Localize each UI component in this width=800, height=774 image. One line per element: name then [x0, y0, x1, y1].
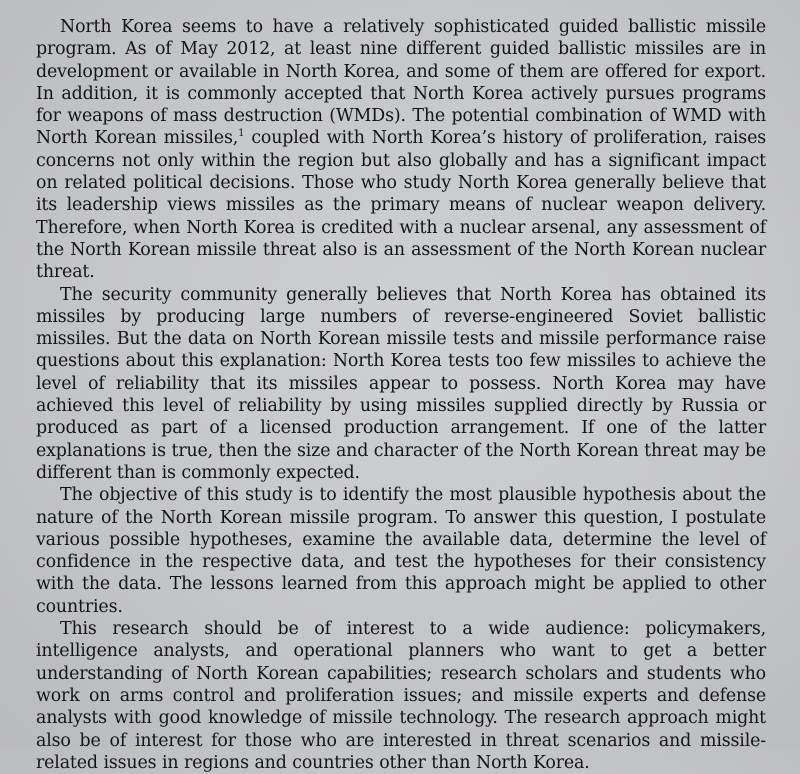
paragraph-4: This research should be of interest to a wide audience: policymakers, intelligence analysts, and operational planners who want to get a better understanding of North Korean capabilities; research scholars and students who work on arms control and proliferation issues; and missile experts and defense analysts with good knowledge of missile technology. The research approach might also be of interest for those who are interested in threat scenarios and missile-related issues in regions and countries other than North Korea. [36, 619, 766, 773]
paragraph-2: The security community generally believes that North Korea has obtained its missiles by producing large numbers of reverse-engineered Soviet ballistic missiles. But the data on North Korean missile tests and missile performance raise questions about this explanation: North Korea tests too few missiles to achieve the level of reliability that its missiles appear to possess. North Korea may have achieved this level of reliability by using missiles supplied directly by Russia or produced as part of a licensed production arrangement. If one of the latter explanations is true, then the size and character of the North Korean threat may be different than is commonly expected. [36, 284, 766, 483]
paragraph-1 [36, 16, 766, 284]
paragraph-1-text-b: coupled with North Korea’s history of proliferation, raises concerns not only within the region but also globally and has a significant impact on related political decisions. Those who study North Korea generally believe that its leadership views missiles as the primary means of nuclear weapon delivery. Therefore, when North Korea is credited with a nuclear arsenal, any assessment of the North Korean missile threat also is an assessment of the North Korean nuclear threat. [36, 128, 766, 283]
footnote-marker[interactable]: 1 [238, 128, 245, 140]
paragraph-3: The objective of this study is to identify the most plausible hypothesis about the nature of the North Korean missile program. To answer this question, I postulate various possible hypotheses, examine the available data, determine the level of confidence in the respective data, and test the hypotheses for their consistency with the data. The lessons learned from this approach might be applied to other countries. [36, 485, 766, 617]
paragraph-1-text-a: North Korea seems to have a relatively sophisticated guided ballistic missile program. As of May 2012, at least nine different guided ballistic missiles are in development or available in North Korea, and some of them are offered for export. In addition, it is commonly accepted that North Korea actively pursues programs for weapons of mass destruction (WMDs). The potential combination of WMD with North Korean missiles, [36, 17, 766, 149]
